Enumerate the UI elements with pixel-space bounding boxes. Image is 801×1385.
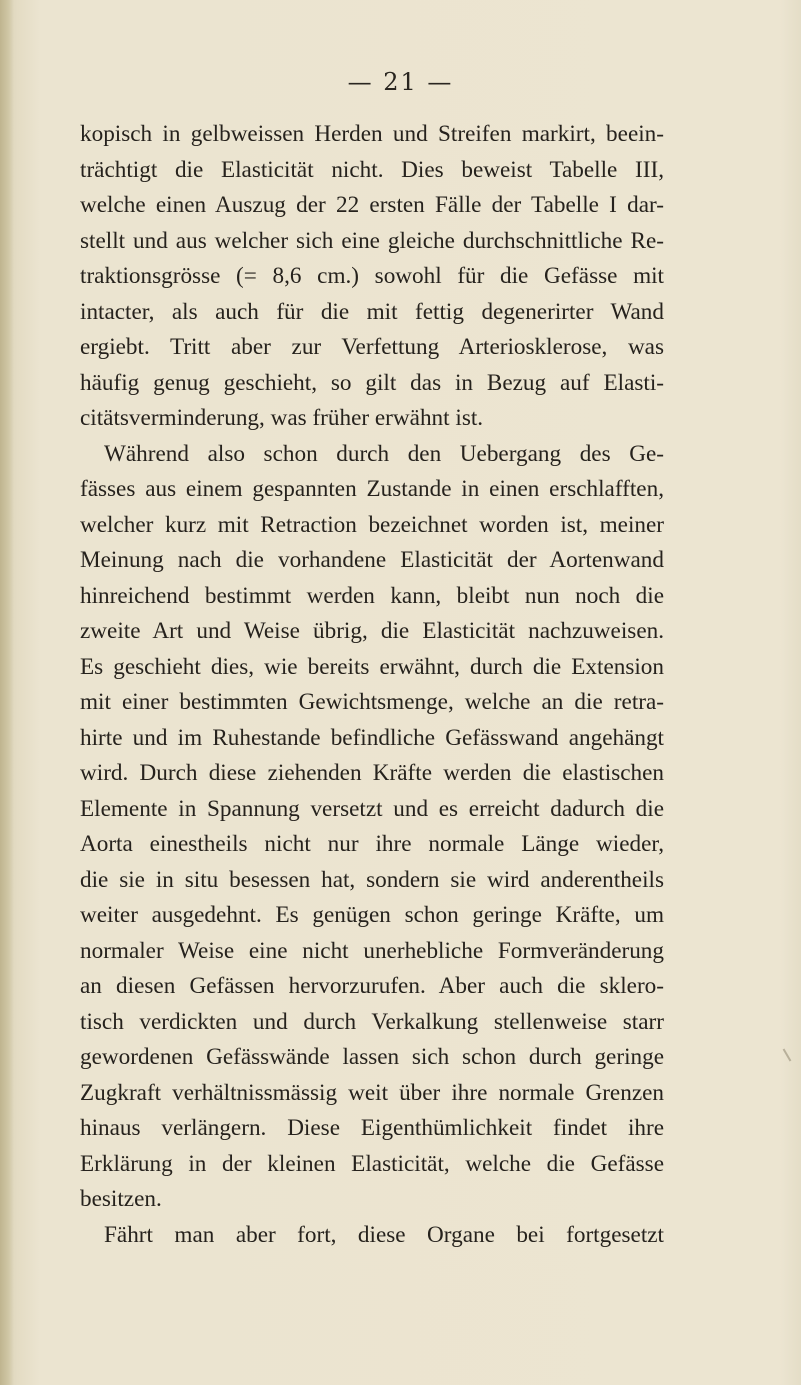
- text-line: traktionsgrösse (= 8,6 cm.) sowohl für die Gefässe mit: [80, 263, 664, 289]
- text-line: Erklärung in der kleinen Elasticität, welche die Gefässe: [80, 1150, 664, 1177]
- text-line: ergiebt. Tritt aber zur Verfettung Arteriosklerose, was: [80, 334, 664, 360]
- text-line: tisch verdickten und durch Verkalkung stellenweise starr: [80, 1008, 664, 1035]
- text-line: hinreichend bestimmt werden kann, bleibt nun noch die: [80, 582, 664, 609]
- text-line: besitzen.: [80, 1186, 162, 1212]
- text-line: fässes aus einem gespannten Zustande in einen erschlafften,: [80, 476, 664, 502]
- text-line: intacter, als auch für die mit fettig degenerirter Wand: [80, 298, 664, 325]
- body-text: [80, 117, 664, 1253]
- page-spine-shadow: [0, 0, 14, 1385]
- text-line: hirte und im Ruhestande befindliche Gefässwand angehängt: [80, 724, 664, 751]
- text-line: Zugkraft verhältnissmässig weit über ihre normale Grenzen: [80, 1079, 664, 1106]
- text-line: mit einer bestimmten Gewichtsmenge, welche an die retra-: [80, 689, 664, 715]
- text-line: kopisch in gelbweissen Herden und Streifen markirt, beein-: [80, 121, 664, 147]
- text-line: Meinung nach die vorhandene Elasticität der Aortenwand: [80, 547, 664, 573]
- text-line: trächtigt die Elasticität nicht. Dies beweist Tabelle III,: [80, 156, 664, 183]
- text-line: gewordenen Gefässwände lassen sich schon durch geringe: [80, 1044, 664, 1070]
- margin-mark: [783, 1048, 792, 1061]
- text-line: hinaus verlängern. Diese Eigenthümlichkeit findet ihre: [80, 1115, 664, 1141]
- text-line: stellt und aus welcher sich eine gleiche durchschnittliche Re-: [80, 227, 664, 254]
- text-line: normaler Weise eine nicht unerhebliche Formveränderung: [80, 937, 664, 964]
- text-line: welcher kurz mit Retraction bezeichnet worden ist, meiner: [80, 511, 664, 538]
- text-line: an diesen Gefässen hervorzurufen. Aber auch die sklero-: [80, 973, 664, 999]
- text-line: häufig genug geschieht, so gilt das in Bezug auf Elasti-: [80, 369, 664, 396]
- text-line: citätsverminderung, was früher erwähnt ist.: [80, 405, 484, 431]
- text-line: zweite Art und Weise übrig, die Elasticität nachzuweisen.: [80, 618, 664, 644]
- text-line: welche einen Auszug der 22 ersten Fälle der Tabelle I dar-: [80, 192, 664, 218]
- text-line: Aorta einestheils nicht nur ihre normale Länge wieder,: [80, 831, 664, 857]
- text-line: wird. Durch diese ziehenden Kräfte werden die elastischen: [80, 760, 664, 786]
- text-line: Fährt man aber fort, diese Organe bei fortgesetzt: [104, 1221, 664, 1248]
- text-line: Es geschieht dies, wie bereits erwähnt, durch die Extension: [80, 653, 664, 680]
- text-line: Elemente in Spannung versetzt und es erreicht dadurch die: [80, 795, 664, 822]
- text-line: Während also schon durch den Uebergang des Ge-: [104, 440, 664, 467]
- text-line: weiter ausgedehnt. Es genügen schon geringe Kräfte, um: [80, 902, 664, 928]
- page-number-header: — 21 —: [347, 68, 454, 96]
- text-line: die sie in situ besessen hat, sondern sie wird anderentheils: [80, 866, 664, 893]
